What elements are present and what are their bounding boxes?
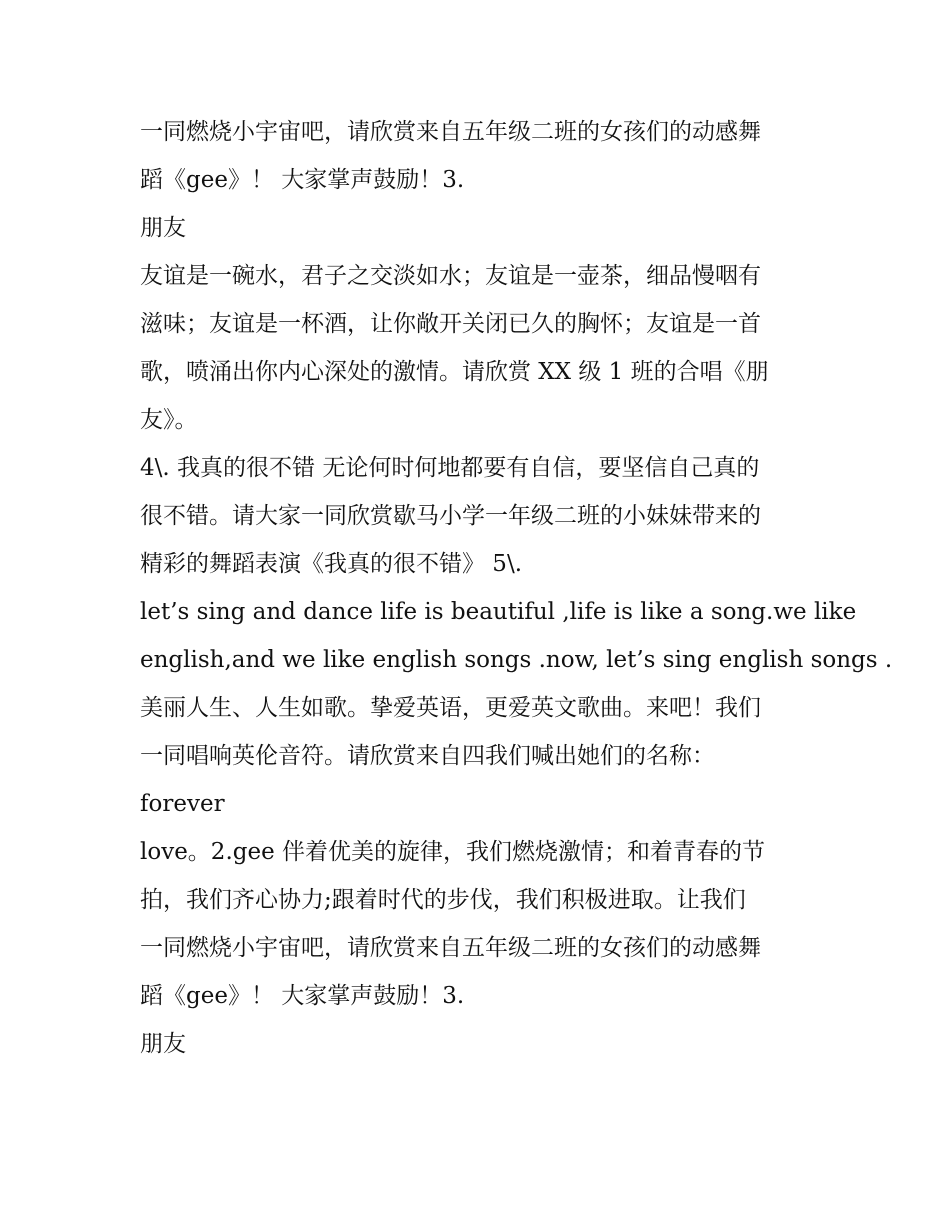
text-line: let’s sing and dance life is beautiful ,life is like a song.we like [140, 599, 857, 625]
text-line: 拍，我们齐心协力;跟着时代的步伐，我们积极进取。让我们 [140, 887, 746, 913]
text-line: 很不错。请大家一同欣赏歇马小学一年级二班的小妹妹带来的 [140, 503, 761, 529]
text-line: 精彩的舞蹈表演《我真的很不错》 5\. [140, 551, 523, 577]
text-line: 一同唱响英伦音符。请欣赏来自四我们喊出她们的名称： [140, 743, 715, 769]
text-line: 友》。 [140, 407, 198, 433]
text-line: 4\. 我真的很不错 无论何时何地都要有自信，要坚信自己真的 [140, 455, 760, 481]
text-line: 蹈《gee》！ 大家掌声鼓励！3. [140, 983, 465, 1009]
text-line: forever [140, 791, 225, 817]
text-line: 友谊是一碗水，君子之交淡如水；友谊是一壶茶，细品慢咽有 [140, 263, 761, 289]
text-line: 滋味；友谊是一杯酒，让你敞开关闭已久的胸怀；友谊是一首 [140, 311, 761, 337]
section-heading: 朋友 [140, 1031, 186, 1057]
document-body [140, 108, 893, 1068]
section-heading: 朋友 [140, 215, 186, 241]
text-line: 蹈《gee》！ 大家掌声鼓励！3. [140, 167, 465, 193]
text-line: english,and we like english songs .now, let’s sing english songs . [140, 647, 893, 673]
text-line: 歌，喷涌出你内心深处的激情。请欣赏 XX 级 1 班的合唱《朋 [140, 359, 769, 385]
text-line: 一同燃烧小宇宙吧，请欣赏来自五年级二班的女孩们的动感舞 [140, 119, 761, 145]
text-line: love。2.gee 伴着优美的旋律，我们燃烧激情；和着青春的节 [140, 839, 766, 865]
text-line: 一同燃烧小宇宙吧，请欣赏来自五年级二班的女孩们的动感舞 [140, 935, 761, 961]
text-line: 美丽人生、人生如歌。挚爱英语，更爱英文歌曲。来吧！我们 [140, 695, 761, 721]
